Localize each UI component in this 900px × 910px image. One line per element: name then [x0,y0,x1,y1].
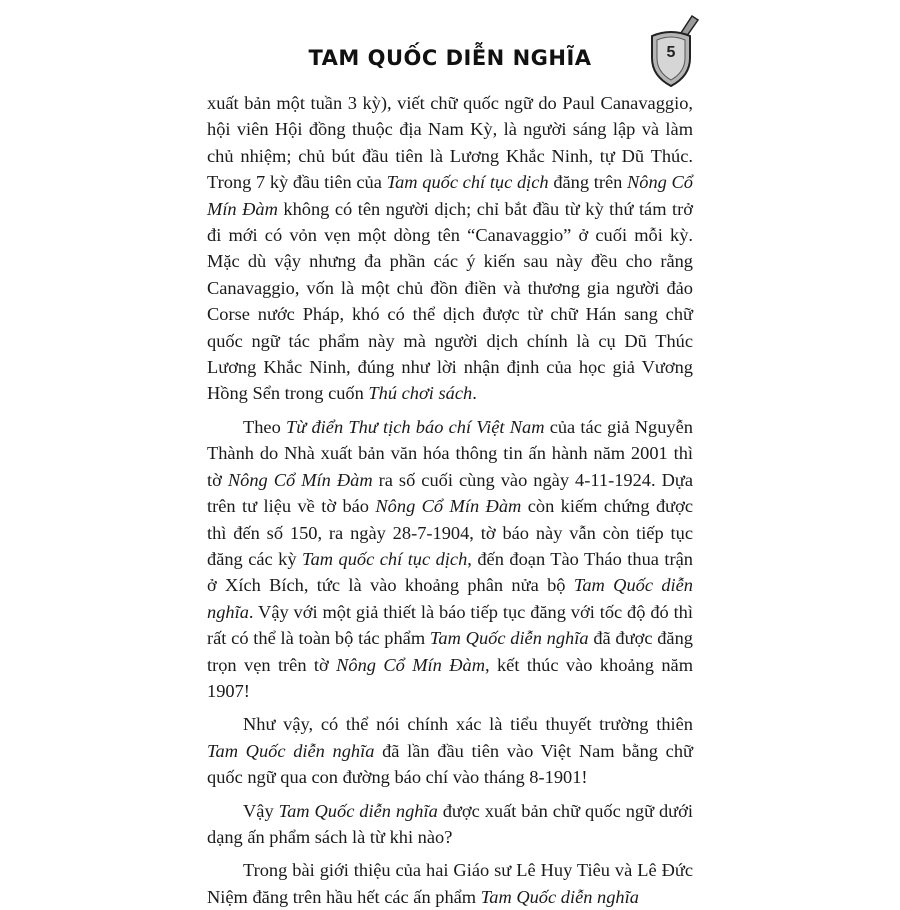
italic-title-run: Tam quốc chí tục dịch [302,548,468,569]
text-run: đăng trên [548,172,627,193]
paragraph [207,798,693,851]
italic-title-run: Nông Cổ Mín Đàm [207,172,693,219]
text-run: ra số cuối cùng vào ngày 4-11-1924. Dựa trên tư liệu về tờ báo [207,469,694,517]
italic-title-run: Nông Cổ Mín Đàm [227,469,373,490]
text-run: không có tên người dịch; chỉ bắt đầu từ kỳ thứ tám trở đi mới có vỏn vẹn một dòng tên “Canavaggio” ở cuối mỗi kỳ. Mặc dù vậy nhưng đa phần các ý kiến sau này đều cho rằng Canavaggio, vốn là một chủ đồn điền và thương gia người đảo Corse nước Pháp, khó có thể dịch được từ chữ Hán sang chữ quốc ngữ tác phẩm này mà người dịch chính là cụ Dũ Thúc Lương Khắc Ninh, đúng như lời nhận định của học giả Vương Hồng Sển trong cuốn [207,198,693,404]
text-run: xuất bản một tuần 3 kỳ), viết chữ quốc ngữ do Paul Canavaggio, hội viên Hội đồng thuộc địa Nam Kỳ, là người sáng lập và làm chủ nhiệm; chủ bút đầu tiên là Lương Khắc Ninh, tự Dũ Thúc. Trong 7 kỳ đầu tiên của [207,93,693,193]
italic-title-run: Tam quốc chí tục dịch [386,172,549,193]
text-run: Theo [243,416,286,437]
text-run: . [472,383,477,404]
text-run: , đến đoạn Tào Tháo thua trận ở Xích Bích, tức là vào khoảng phân nửa bộ [207,548,693,596]
text-run: của tác giả Nguyễn Thành do Nhà xuất bản văn hóa thông tin ấn hành năm 2001 thì tờ [207,416,693,490]
italic-title-run: Tam Quốc diễn nghĩa [278,800,438,821]
text-run: còn kiếm chứng được thì đến số 150, ra ngày 28-7-1904, tờ báo này vẫn còn tiếp tục đăng các kỳ [207,496,694,569]
italic-title-run: Nông Cổ Mín Đàm [336,654,485,675]
italic-title-run: Tam Quốc diễn nghĩa [207,740,375,761]
italic-title-run: Thú chơi sách [368,383,473,404]
italic-title-run: Tam Quốc diễn nghĩa [429,628,589,649]
running-header-title: TAM QUỐC DIỄN NGHĨA [308,46,592,70]
italic-title-run: Từ điển Thư tịch báo chí Việt Nam [286,416,545,437]
text-run: , kết thúc vào khoảng năm 1907! [207,654,693,701]
paragraph [207,414,693,704]
text-run: Trong bài giới thiệu của hai Giáo sư Lê Huy Tiêu và Lê Đức Niệm đăng trên hầu hết các ấn phẩm [207,860,693,907]
page-number: 5 [666,44,676,61]
text-run: đã được đăng trọn vẹn trên tờ [207,628,693,675]
body-text [207,90,693,910]
italic-title-run: Tam Quốc diễn nghĩa [480,886,639,907]
text-run: Như vậy, có thể nói chính xác là tiểu thuyết trường thiên [243,714,693,735]
text-run: Vậy [243,800,279,821]
text-run: . Vậy với một giả thiết là báo tiếp tục đăng với tốc độ đó thì rất có thể là toàn bộ tác phẩm [207,601,693,649]
italic-title-run: Nông Cổ Mín Đàm [375,496,522,517]
text-run: được xuất bản chữ quốc ngữ dưới dạng ấn phẩm sách là từ khi nào? [207,800,693,847]
paragraph [207,90,693,407]
page-number-badge [648,14,704,90]
paragraph [207,857,693,910]
paragraph [207,711,693,790]
text-run: đã lần đầu tiên vào Việt Nam bằng chữ quốc ngữ qua con đường báo chí vào tháng 8-1901! [207,740,694,788]
italic-title-run: Tam Quốc diễn nghĩa [207,575,693,622]
